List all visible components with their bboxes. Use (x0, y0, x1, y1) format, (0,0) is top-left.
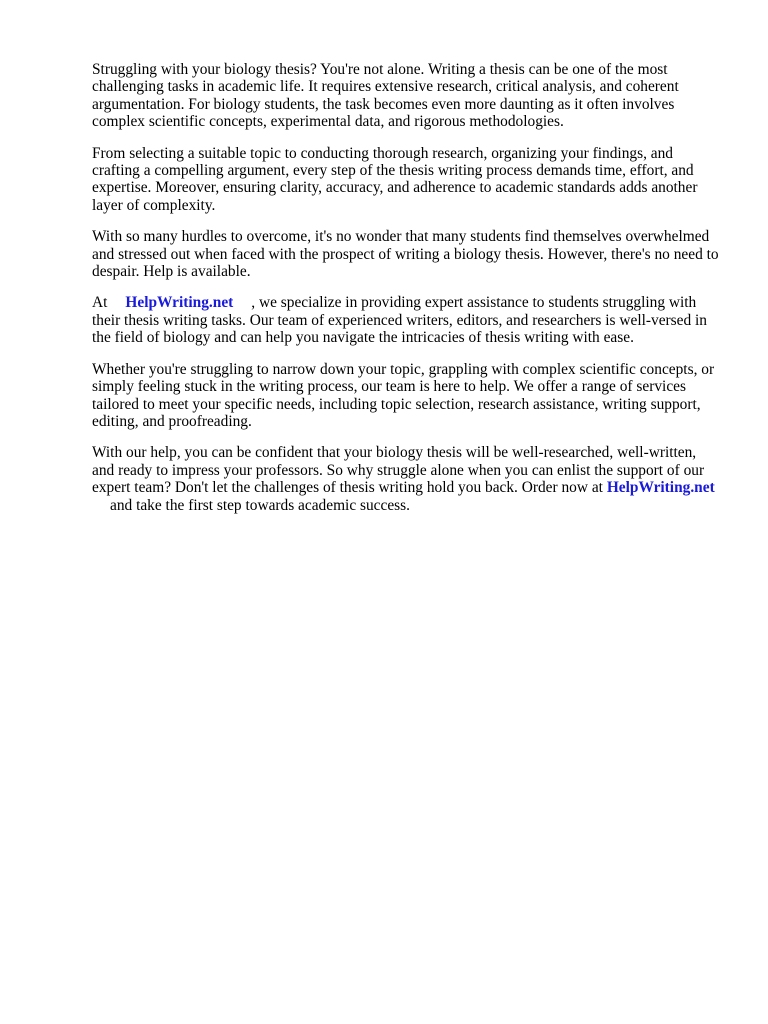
paragraph-hurdles: With so many hurdles to overcome, it's no wonder that many students find themselves overwhelmed and stressed out when faced with the prospect of writing a biology thesis. However, there's no need to despair. Help is available. (92, 228, 719, 281)
paragraph-cta-tail: and take the first step towards academic success. (110, 496, 411, 514)
paragraph-cta-body: With our help, you can be confident that your biology thesis will be well-researched, well-written, and ready to impress your professors. So why struggle alone when you can enlist the support of our expert team? Don't let the challenges of thesis writing hold you back. Order now at (92, 444, 705, 497)
paragraph-process: From selecting a suitable topic to conducting thorough research, organizing your findings, and crafting a compelling argument, every step of the thesis writing process demands time, effort, and expertise. Moreover, ensuring clarity, accuracy, and adherence to academic standards adds another layer of complexity. (92, 144, 698, 214)
paragraph-service-body: , we specialize in providing expert assistance to students struggling with their thesis writing tasks. Our team of experienced writers, editors, and researchers is well-versed in the field of biology and can help you navigate the intricacies of thesis writing with ease. (92, 294, 707, 347)
helpwriting-cta-link[interactable]: HelpWriting.net (606, 479, 715, 497)
paragraph-service (92, 294, 722, 346)
helpwriting-link[interactable]: HelpWriting.net (125, 294, 234, 312)
document-page (92, 61, 722, 528)
paragraph-cta (92, 444, 722, 514)
paragraph-offer: Whether you're struggling to narrow down your topic, grappling with complex scientific concepts, or simply feeling stuck in the writing process, our team is here to help. We offer a range of services tailored to meet your specific needs, including topic selection, research assistance, writing support, editing, and proofreading. (92, 360, 715, 430)
paragraph-service-lead: At (92, 294, 108, 312)
paragraph-intro: Struggling with your biology thesis? You're not alone. Writing a thesis can be one of the most challenging tasks in academic life. It requires extensive research, critical analysis, and coherent argumentation. For biology students, the task becomes even more daunting as it often involves complex scientific concepts, experimental data, and rigorous methodologies. (92, 61, 679, 131)
